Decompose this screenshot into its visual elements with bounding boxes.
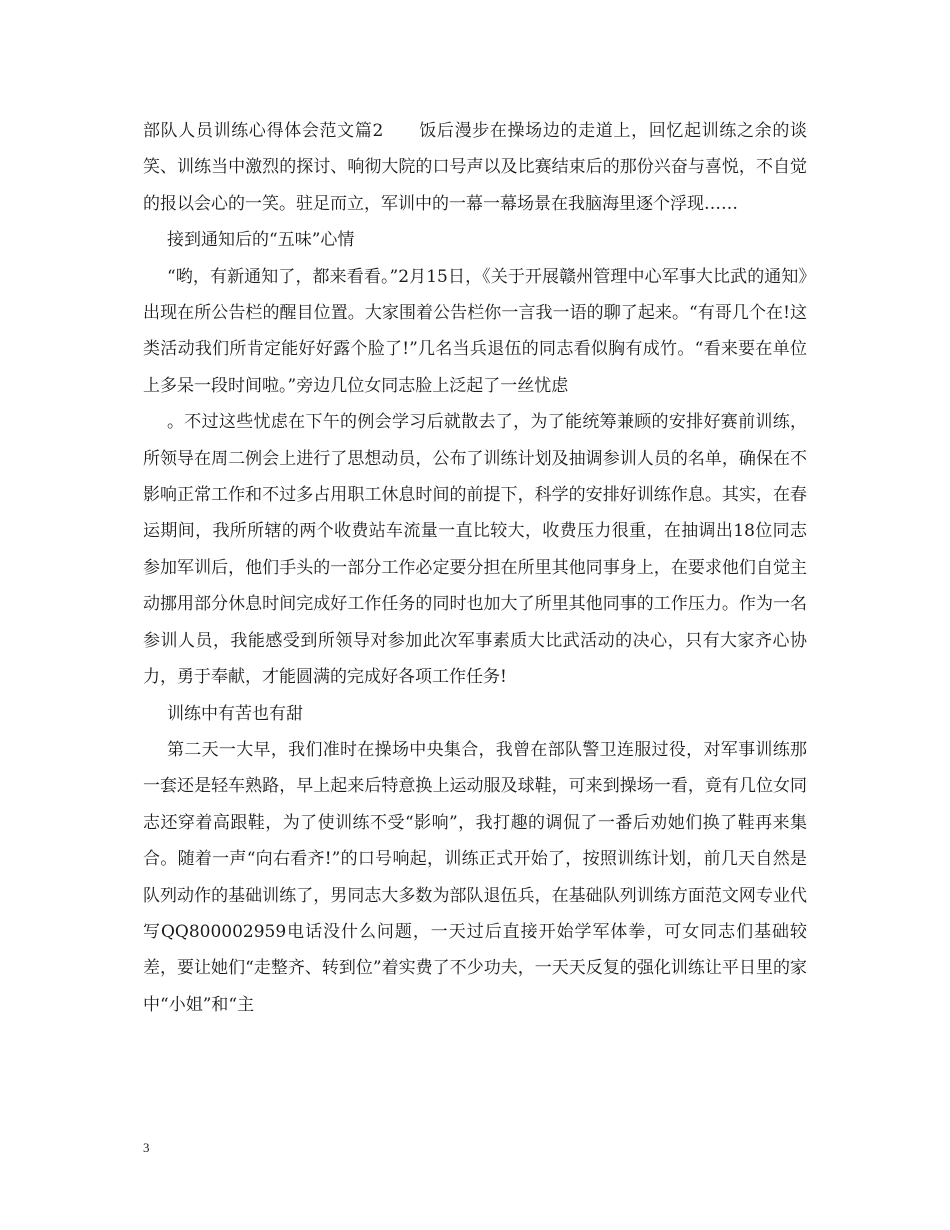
page-number: 3 — [143, 1140, 150, 1155]
notice-paragraph: “哟，有新通知了，都来看看。”2月15日，《关于开展赣州管理中心军事大比武的通知》出现在所公告栏的醒目位置。大家围着公告栏你一言我一语的聊了起来。“有哥几个在!这类活动我们所肯定能好好露个脸了!”几名当兵退伍的同志看似胸有成竹。“看来要在单位上多呆一段时间啦。”旁边几位女同志脸上泛起了一丝忧虑 — [143, 266, 807, 396]
section-heading-bitter-sweet: 训练中有苦也有甜 — [167, 703, 303, 724]
intro-paragraph: 部队人员训练心得体会范文篇2 饭后漫步在操场边的走道上，回忆起训练之余的谈笑、训练当中激烈的探讨、响彻大院的口号声以及比赛结束后的那份兴奋与喜悦，不自觉的报以会心的一笑。驻足而立，军训中的一幕一幕场景在我脑海里逐个浮现…… — [143, 121, 807, 214]
training-paragraph: 第二天一大早，我们准时在操场中央集合，我曾在部队警卫连服过役，对军事训练那一套还是轻车熟路，早上起来后特意换上运动服及球鞋，可来到操场一看，竟有几位女同志还穿着高跟鞋，为了使训练不受“影响”，我打趣的调侃了一番后劝她们换了鞋再来集合。随着一声“向右看齐!”的口号响起，训练正式开始了，按照训练计划，前几天自然是队列动作的基础训练了，男同志大多数为部队退伍兵，在基础队列训练方面范文网专业代写QQ800002959电话没什么问题，一天过后直接开始学军体拳，可女同志们基础较差，要让她们“走整齐、转到位”着实费了不少功夫，一天天反复的强化训练让平日里的家中“小姐”和“主 — [143, 739, 807, 1015]
worry-paragraph: 。不过这些忧虑在下午的例会学习后就散去了，为了能统筹兼顾的安排好赛前训练，所领导在周二例会上进行了思想动员，公布了训练计划及抽调参训人员的名单，确保在不影响正常工作和不过多占用职工休息时间的前提下，科学的安排好训练作息。其实，在春运期间，我所所辖的两个收费站车流量一直比较大，收费压力很重，在抽调出18位同志参加军训后，他们手头的一部分工作必定要分担在所里其他同事身上，在要求他们自觉主动挪用部分休息时间完成好工作任务的同时也加大了所里其他同事的工作压力。作为一名参训人员，我能感受到所领导对参加此次军事素质大比武活动的决心，只有大家齐心协力，勇于奉献，才能圆满的完成好各项工作任务! — [143, 412, 807, 688]
document-page — [143, 113, 807, 1023]
section-heading-five-flavors: 接到通知后的“五味”心情 — [167, 230, 355, 251]
